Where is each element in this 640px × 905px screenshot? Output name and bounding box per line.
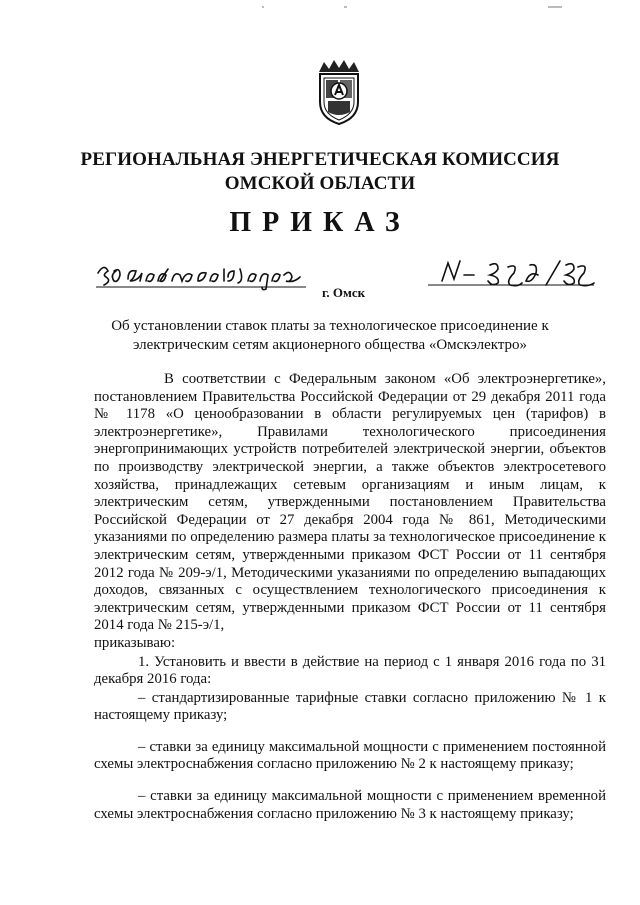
city-label: г. Омск [322, 285, 366, 300]
handwritten-number [426, 257, 596, 293]
sub-item-2: – ставки за единицу максимальной мощности с применением постоянной схемы электроснабжения согласно приложению № 2 к настоящему приказу; [94, 738, 606, 773]
org-name-line1: РЕГИОНАЛЬНАЯ ЭНЕРГЕТИЧЕСКАЯ КОМИССИЯ [80, 149, 560, 170]
coat-of-arms-icon [316, 58, 362, 126]
order-body [94, 371, 606, 823]
subject-line2: электрическим сетям акционерного общества «Омскэлектро» [132, 337, 528, 353]
preamble-paragraph: В соответствии с Федеральным законом «Об электроэнергетике», постановлением Правительства Российской Федерации от 29 декабря 2011 года № 1178 «О ценообразовании в области регулируемых цен (тарифов) в электроэнергетике», Правилами технологического присоединения энергопринимающих устройств потребителей электрической энергии, объектов по производству электрической энергии, а также объектов электросетевого хозяйства, принадлежащих сетевым организациям и иным лицам, к электрическим сетям, утвержденными постановлением Правительства Российской Федерации от 27 декабря 2004 года № 861, Методическими указаниями по определению размера платы за технологическое присоединение к электрическим сетям, утвержденными приказом ФСТ России от 11 сентября 2012 года № 209-э/1, Методическими указаниями по определению выпадающих доходов, связанных с осуществлением технологического присоединения к электрическим сетям, утвержденными приказом ФСТ России от 11 сентября 2014 года № 215-э/1, [94, 371, 606, 634]
sub-item-3: – ставки за единицу максимальной мощности с применением временной схемы электроснабжения согласно приложению № 3 к настоящему приказу; [94, 788, 606, 822]
handwritten-date [94, 259, 308, 295]
item-1: 1. Установить и ввести в действие на период с 1 января 2016 года по 31 декабря 2016 года: [94, 653, 606, 688]
org-name-line2: ОМСКОЙ ОБЛАСТИ [224, 173, 416, 194]
order-word: приказываю: [94, 634, 176, 651]
document-type-title: ПРИКАЗ [229, 207, 411, 238]
sub-item-1: – стандартизированные тарифные ставки согласно приложению № 1 к настоящему приказу; [94, 689, 606, 724]
order-subject [110, 317, 550, 355]
scan-edge-marks [0, 6, 640, 12]
subject-line1: Об установлении ставок платы за технологическое присоединение к [111, 318, 549, 334]
